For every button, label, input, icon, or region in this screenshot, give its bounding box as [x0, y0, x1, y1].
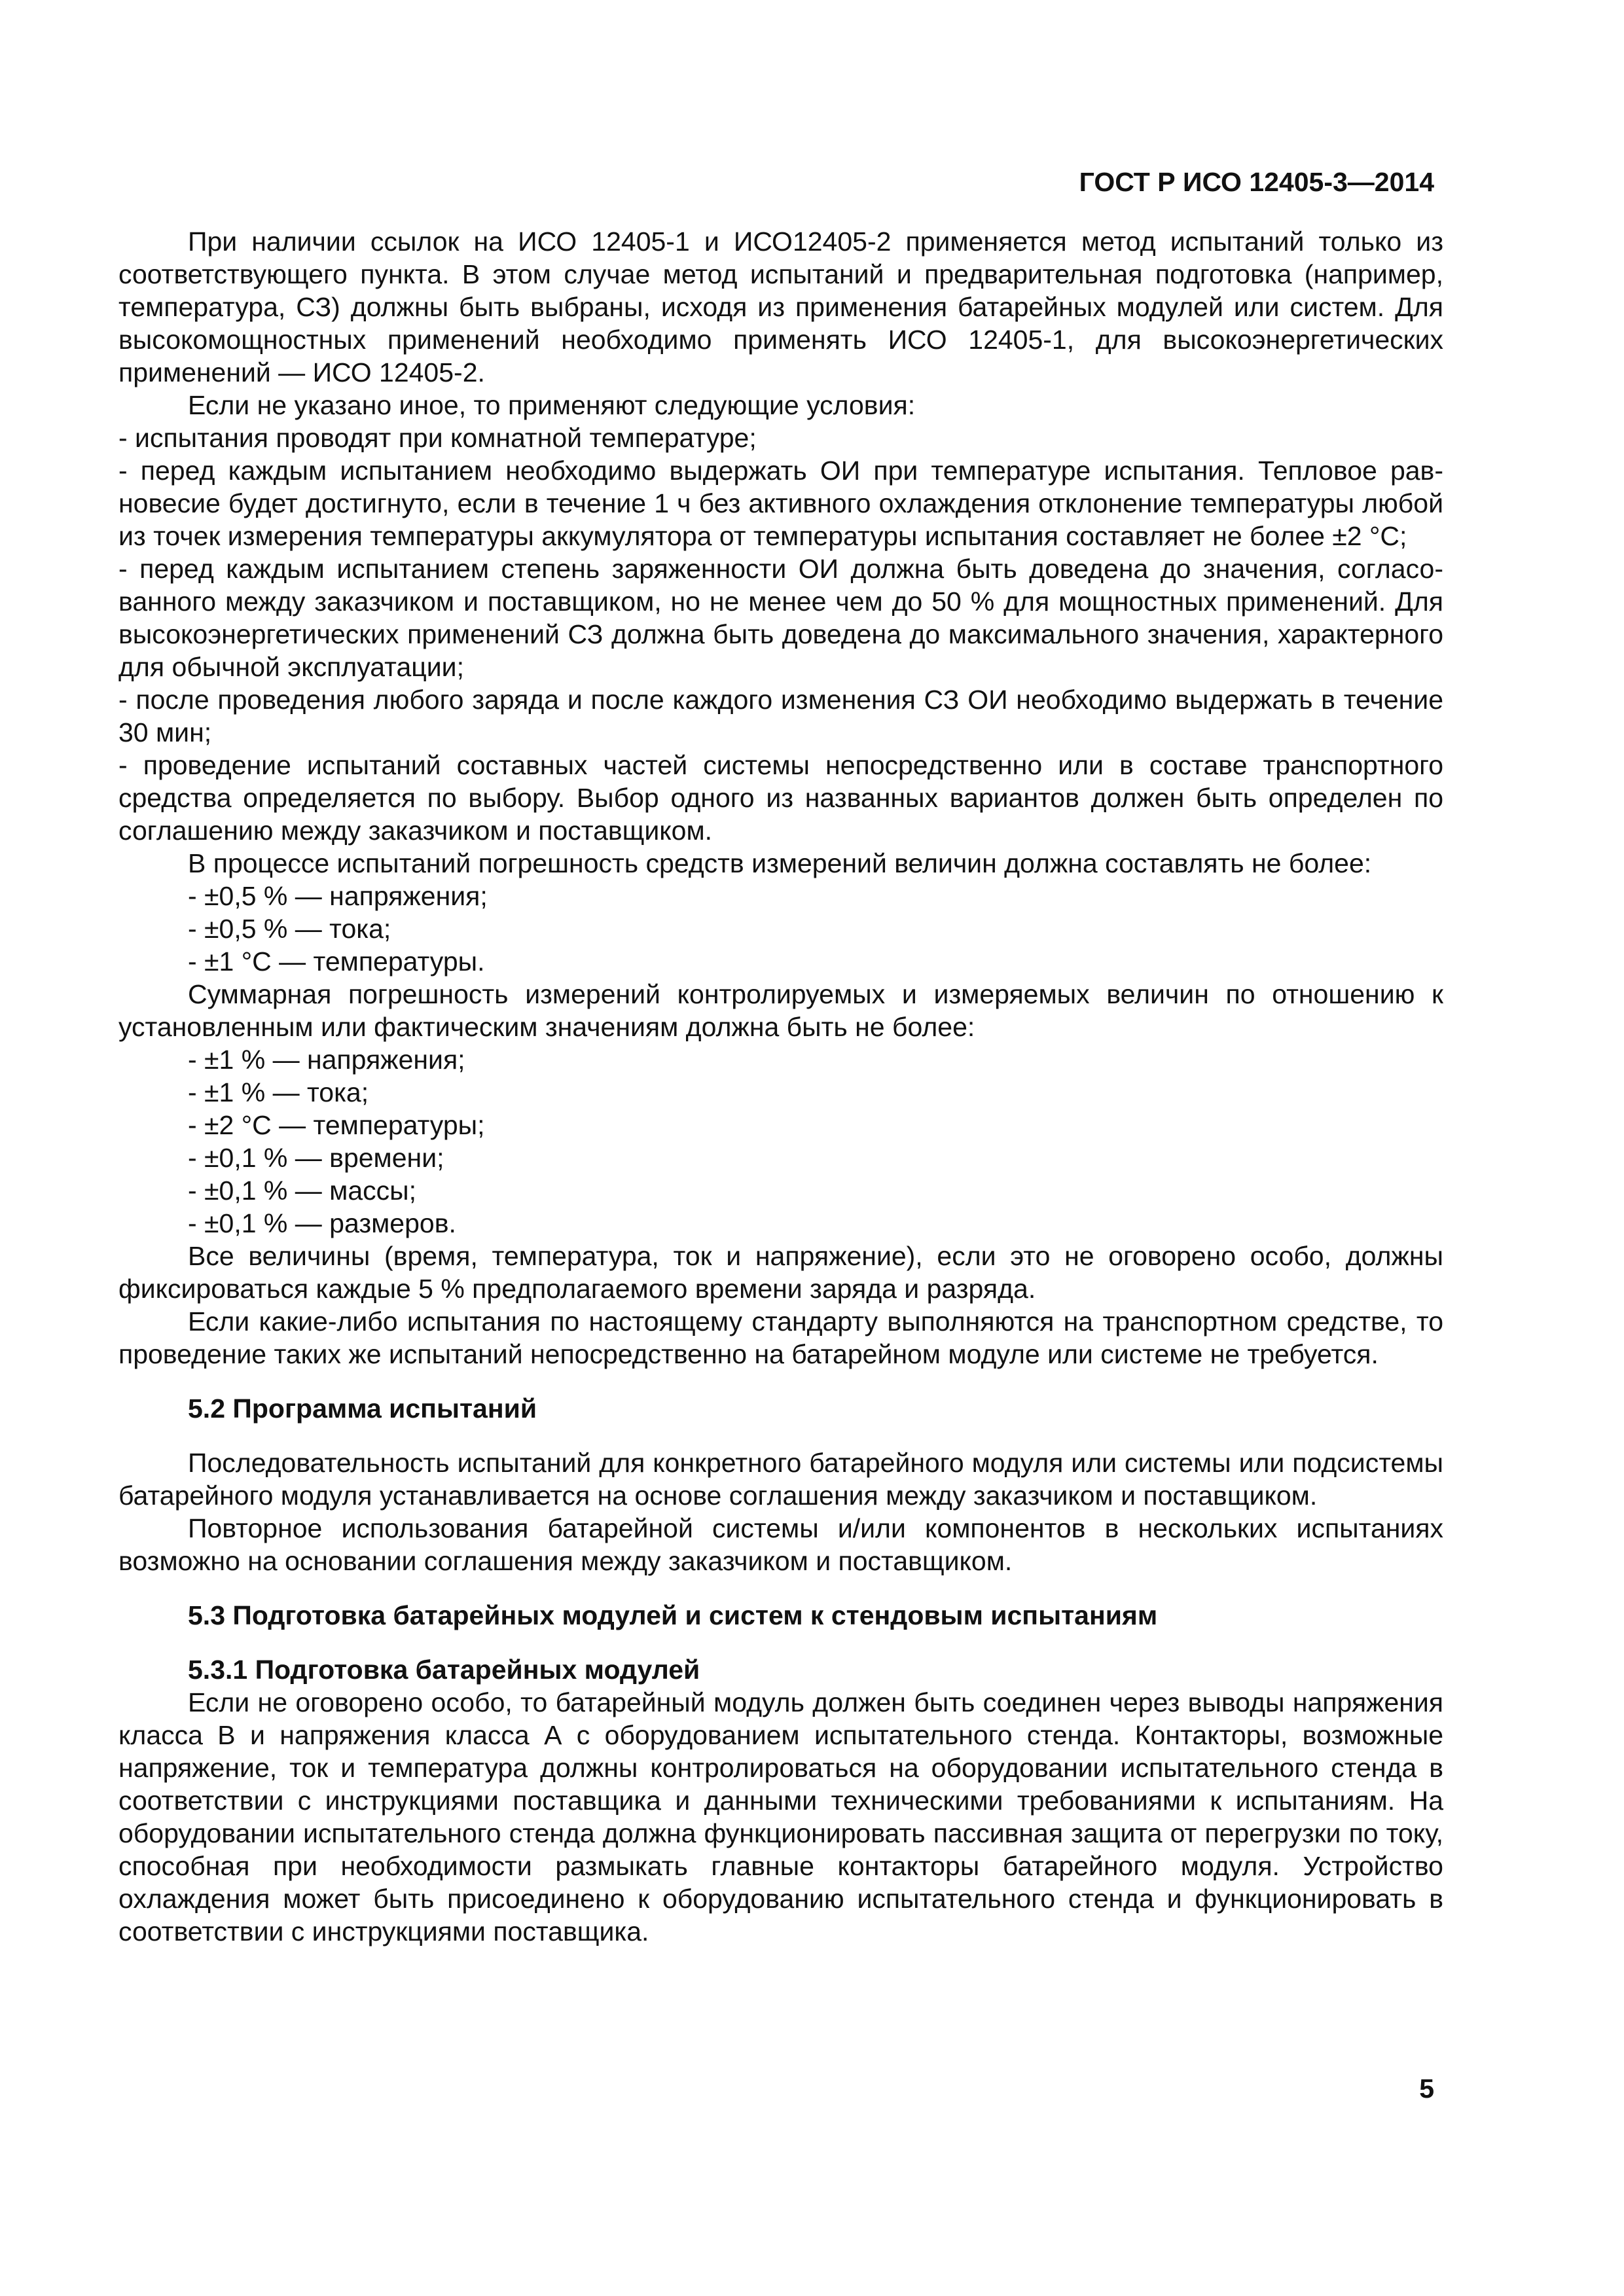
- page-number: 5: [1419, 2073, 1434, 2104]
- error-item-time: - ±0,1 % — времени;: [188, 1143, 444, 1173]
- paragraph-conditions-intro: Если не указано иное, то применяют следующие условия:: [188, 390, 916, 420]
- error-item-current: - ±1 % — тока;: [188, 1077, 369, 1107]
- paragraph-module-preparation: Если не оговорено особо, то батарейный модуль должен быть соединен через выводы напряжения класса В и напряжения класса А с оборудованием испытательного стенда. Контакторы, возможные напряжение, ток и температура должны контролироваться на оборудовании испытательного стенда в соответствии с инструкциями поставщика и данными техническими требованиями к испытаниям. На оборудовании испытательного стенда должна функционировать пассивная защита от перегрузки по току, способная при необходимости размыкать главные контакторы батарейного модуля. Устройство охлаждения может быть присоединено к оборудованию испытательного стенда и функционировать в соответствии с инструкциями поставщика.: [118, 1687, 1443, 1946]
- paragraph-repeated-use: Повторное использования батарейной системы и/или компонентов в нескольких испытаниях возможно на основании соглашения между заказчиком и поставщиком.: [118, 1513, 1443, 1576]
- error-item-voltage: - ±1 % — напряжения;: [188, 1045, 465, 1075]
- section-heading-5-3: 5.3 Подготовка батарейных модулей и систем к стендовым испытаниям: [188, 1600, 1158, 1630]
- paragraph-test-sequence: Последовательность испытаний для конкретного батарейного модуля или системы или подсистемы батарейного модуля устанавливается на основе соглашения между заказчиком и поставщиком.: [118, 1448, 1443, 1511]
- document-code-header: ГОСТ Р ИСО 12405-3—2014: [1079, 167, 1434, 197]
- error-item-dimensions: - ±0,1 % — размеров.: [188, 1208, 456, 1238]
- condition-test-location: - проведение испытаний составных частей системы непосредственно или в составе транспортного средства определяется по выбору. Выбор одного из названных вариантов должен быть определен по соглашению между заказчиком и поставщиком.: [118, 750, 1443, 846]
- condition-rest-after-charge: - после проведения любого заряда и после каждого изменения СЗ ОИ необходимо выдержать в течение 30 мин;: [118, 685, 1443, 747]
- accuracy-item-current: - ±0,5 % — тока;: [188, 914, 391, 944]
- error-item-temperature: - ±2 °С — температуры;: [188, 1110, 485, 1140]
- condition-thermal-equilibrium: - перед каждым испытанием необходимо выдержать ОИ при температуре испытания. Тепловое равновесие будет достигнуто, если в течение 1 ч без активного охлаждения отклонение температуры любой из точек измерения температуры аккумулятора от температуры испытания составляет не более ±2 °С;: [118, 456, 1443, 551]
- page-content: [118, 225, 1443, 1948]
- paragraph-vehicle-tests: Если какие-либо испытания по настоящему стандарту выполняются на транспортном средстве, то проведение таких же испытаний непосредственно на батарейном модуле или системе не требуется.: [118, 1306, 1443, 1369]
- condition-room-temperature: - испытания проводят при комнатной температуре;: [118, 423, 757, 453]
- paragraph-recording-interval: Все величины (время, температура, ток и напряжение), если это не оговорено особо, должны фиксироваться каждые 5 % предполагаемого времени заряда и разряда.: [118, 1241, 1443, 1304]
- accuracy-item-temperature: - ±1 °С — температуры.: [188, 946, 485, 977]
- paragraph-total-error: Суммарная погрешность измерений контролируемых и измеряемых величин по отношению к установленным или фактическим значениям должна быть не более:: [118, 979, 1443, 1042]
- accuracy-item-voltage: - ±0,5 % — напряжения;: [188, 881, 488, 911]
- section-heading-5-2: 5.2 Программа испытаний: [188, 1393, 537, 1424]
- paragraph-instrument-accuracy: В процессе испытаний погрешность средств измерений величин должна составлять не более:: [188, 848, 1372, 878]
- condition-state-of-charge: - перед каждым испытанием степень заряженности ОИ должна быть доведена до значения, согласованного между заказчиком и поставщиком, но не менее чем до 50 % для мощностных применений. Для высокоэнергетических применений СЗ должна быть доведена до максимального значения, характерного для обычной эксплуатации;: [118, 554, 1443, 682]
- section-heading-5-3-1: 5.3.1 Подготовка батарейных модулей: [188, 1655, 700, 1685]
- paragraph-reference-methods: При наличии ссылок на ИСО 12405-1 и ИСО12405-2 применяется метод испытаний только из соответствующего пункта. В этом случае метод испытаний и предварительная подготовка (например, температура, СЗ) должны быть выбраны, исходя из применения батарейных модулей или систем. Для высокомощностных применений необходимо применять ИСО 12405-1, для высокоэнергетических применений — ИСО 12405-2.: [118, 226, 1443, 387]
- error-item-mass: - ±0,1 % — массы;: [188, 1175, 417, 1206]
